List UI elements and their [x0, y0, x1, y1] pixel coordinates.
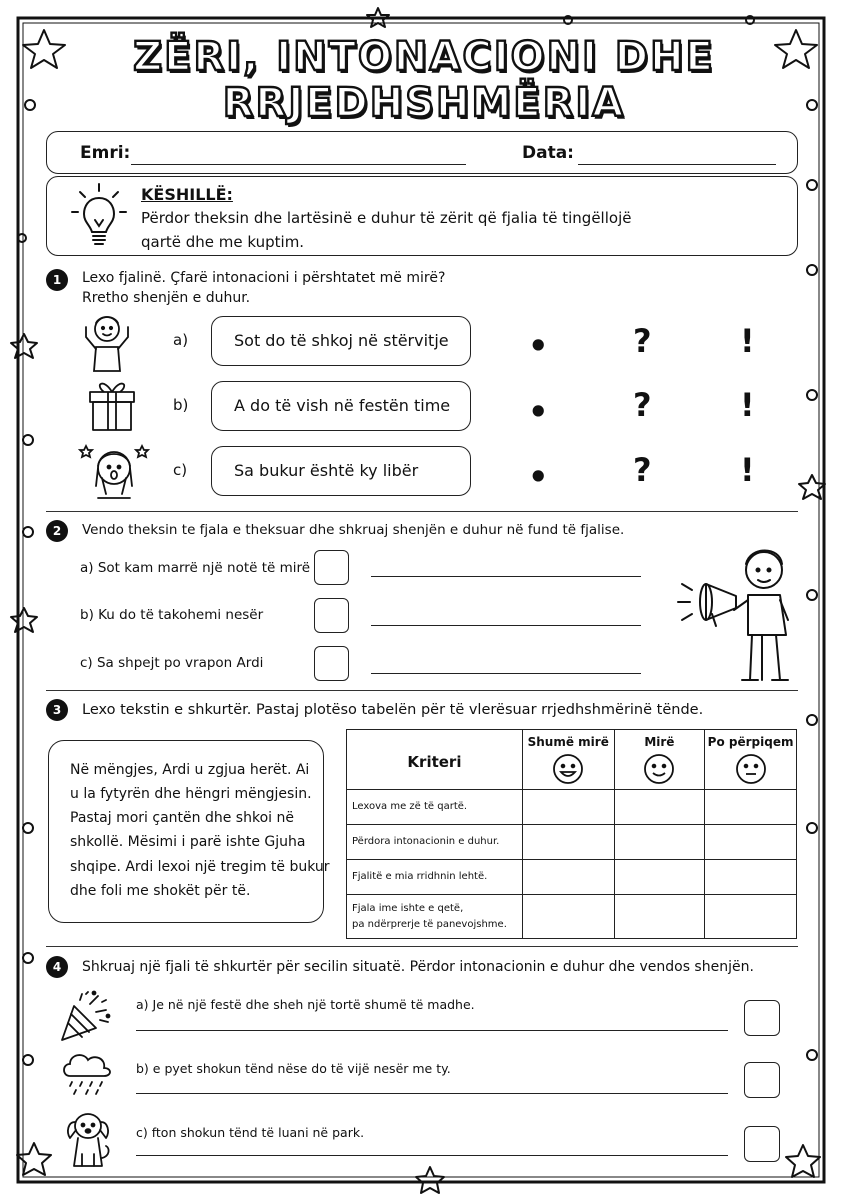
section-divider	[46, 946, 798, 947]
smile-face-icon	[643, 753, 675, 785]
criteria-row-label: Fjala ime ishte e qetë, pa ndërprerje të panevojshme.	[347, 895, 523, 939]
circle-decoration	[23, 435, 33, 445]
exercise1-instruction1: Lexo fjalinë. Çfarë intonacioni i përshtatet më mirë?	[82, 270, 446, 286]
mark-question-a[interactable]: ?	[633, 322, 652, 360]
neutral-face-icon	[735, 753, 767, 785]
circle-decoration	[807, 715, 817, 725]
star-icon	[367, 8, 389, 27]
circle-decoration	[807, 180, 817, 190]
exercise2-item-a: a) Sot kam marrë një notë të mirë	[80, 560, 311, 576]
column-trying: Po përpiqem	[705, 730, 797, 790]
circle-decoration	[807, 823, 817, 833]
boy-megaphone-icon	[676, 540, 796, 685]
date-label: Data:	[522, 143, 574, 163]
star-icon	[11, 608, 37, 632]
criteria-row-label: Fjalitë e mia rridhnin lehtë.	[347, 860, 523, 895]
name-label: Emri:	[80, 143, 131, 163]
answer-line-situation-c[interactable]	[136, 1155, 728, 1156]
rating-cell[interactable]	[614, 825, 705, 860]
stress-mark-box-b[interactable]	[314, 598, 349, 633]
boy-pointing-icon	[78, 309, 136, 373]
exercise1-sentence-b: A do të vish në festën time	[211, 381, 471, 431]
story-line: shqipe. Ardi lexoi një tregim të bukur	[70, 859, 330, 875]
rating-cell[interactable]	[705, 860, 797, 895]
circle-decoration	[746, 16, 754, 24]
criteria-row-label: Përdora intonacionin e duhur.	[347, 825, 523, 860]
exercise4-instruction: Shkruaj një fjali të shkurtër për secilin situatë. Përdor intonacionin e duhur dhe vendos shenjën.	[82, 959, 754, 975]
exercise3-number: 3	[46, 699, 68, 721]
rating-cell[interactable]	[522, 860, 614, 895]
exercise2-item-b: b) Ku do të takohemi nesër	[80, 607, 264, 623]
rating-cell[interactable]	[614, 895, 705, 939]
mark-exclamation-c[interactable]: !	[740, 451, 755, 489]
circle-decoration	[807, 1050, 817, 1060]
lightbulb-icon	[68, 180, 130, 252]
name-date-box	[46, 131, 798, 174]
tip-line2: qartë dhe me kuptim.	[141, 233, 305, 251]
answer-line-b[interactable]	[371, 625, 641, 626]
rating-cell[interactable]	[522, 790, 614, 825]
circle-decoration	[23, 1055, 33, 1065]
rating-cell[interactable]	[522, 825, 614, 860]
answer-line-a[interactable]	[371, 576, 641, 577]
party-popper-icon	[56, 990, 114, 1046]
exercise1-letter-c: c)	[173, 461, 188, 479]
star-icon	[11, 334, 37, 358]
answer-line-situation-b[interactable]	[136, 1093, 728, 1094]
mark-question-b[interactable]: ?	[633, 386, 652, 424]
story-line: Pastaj mori çantën dhe shkoi në	[70, 810, 294, 826]
rating-cell[interactable]	[705, 790, 797, 825]
exercise4-number: 4	[46, 956, 68, 978]
circle-decoration	[807, 590, 817, 600]
star-icon	[416, 1167, 444, 1193]
page-title-line2: RRJEDHSHMËRIA	[222, 80, 626, 126]
exercise4-item-c: c) fton shokun tënd të luani në park.	[136, 1125, 365, 1140]
exercise1-number: 1	[46, 269, 68, 291]
big-smile-face-icon	[552, 753, 584, 785]
answer-line-situation-a[interactable]	[136, 1030, 728, 1031]
answer-line-c[interactable]	[371, 673, 641, 674]
exercise1-sentence-a: Sot do të shkoj në stërvitje	[211, 316, 471, 366]
section-divider	[46, 511, 798, 512]
column-very-good: Shumë mirë	[522, 730, 614, 790]
exercise2-number: 2	[46, 520, 68, 542]
exercise1-letter-b: b)	[173, 396, 189, 414]
mark-period-b[interactable]: •	[528, 393, 549, 431]
mark-period-a[interactable]: •	[528, 327, 549, 365]
circle-decoration	[23, 527, 33, 537]
story-line: dhe foli me shokët për të.	[70, 883, 251, 899]
stress-mark-box-a[interactable]	[314, 550, 349, 585]
star-icon	[799, 475, 825, 499]
rain-cloud-icon	[58, 1048, 114, 1096]
circle-decoration	[23, 823, 33, 833]
rating-cell[interactable]	[705, 895, 797, 939]
mark-exclamation-b[interactable]: !	[740, 386, 755, 424]
star-icon	[17, 1143, 51, 1175]
punctuation-box-a[interactable]	[744, 1000, 780, 1036]
exercise1-sentence-c: Sa bukur është ky libër	[211, 446, 471, 496]
exercise2-instruction: Vendo theksin te fjala e theksuar dhe shkruaj shenjën e duhur në fund të fjalise.	[82, 522, 625, 538]
date-field[interactable]	[578, 164, 776, 165]
mark-exclamation-a[interactable]: !	[740, 322, 755, 360]
puppy-icon	[62, 1108, 114, 1170]
punctuation-box-c[interactable]	[744, 1126, 780, 1162]
fluency-criteria-table	[346, 729, 797, 939]
exercise2-item-c: c) Sa shpejt po vrapon Ardi	[80, 655, 264, 671]
page-title-line1: ZËRI, INTONACIONI DHE	[133, 34, 715, 80]
circle-decoration	[807, 390, 817, 400]
rating-cell[interactable]	[614, 790, 705, 825]
punctuation-box-b[interactable]	[744, 1062, 780, 1098]
tip-heading: KËSHILLË:	[141, 185, 233, 204]
stress-mark-box-c[interactable]	[314, 646, 349, 681]
criteria-header: Kriteri	[347, 730, 523, 790]
rating-cell[interactable]	[522, 895, 614, 939]
star-icon	[786, 1145, 820, 1177]
tip-line1: Përdor theksin dhe lartësinë e duhur të zërit që fjalia të tingëllojë	[141, 209, 632, 227]
story-line: u la fytyrën dhe hëngri mëngjesin.	[70, 786, 312, 802]
exercise1-letter-a: a)	[173, 331, 189, 349]
exercise3-instruction: Lexo tekstin e shkurtër. Pastaj plotëso tabelën për të vlerësuar rrjedhshmërinë tënde.	[82, 702, 704, 718]
story-line: shkollë. Mësimi i parë ishte Gjuha	[70, 834, 306, 850]
circle-decoration	[23, 953, 33, 963]
circle-decoration	[18, 234, 26, 242]
exercise4-item-b: b) e pyet shokun tënd nëse do të vijë nesër me ty.	[136, 1061, 451, 1076]
rating-cell[interactable]	[705, 825, 797, 860]
mark-period-c[interactable]: •	[528, 458, 549, 496]
criteria-row-label: Lexova me zë të qartë.	[347, 790, 523, 825]
column-good: Mirë	[614, 730, 705, 790]
exercise4-item-a: a) Je në një festë dhe sheh një tortë shumë të madhe.	[136, 997, 475, 1012]
section-divider	[46, 690, 798, 691]
circle-decoration	[564, 16, 572, 24]
circle-decoration	[807, 265, 817, 275]
exercise1-instruction2: Rretho shenjën e duhur.	[82, 290, 251, 306]
name-field[interactable]	[131, 164, 466, 165]
gift-icon	[86, 376, 138, 432]
surprised-girl-icon	[78, 440, 150, 502]
mark-question-c[interactable]: ?	[633, 451, 652, 489]
rating-cell[interactable]	[614, 860, 705, 895]
story-line: Në mëngjes, Ardi u zgjua herët. Ai	[70, 762, 310, 778]
